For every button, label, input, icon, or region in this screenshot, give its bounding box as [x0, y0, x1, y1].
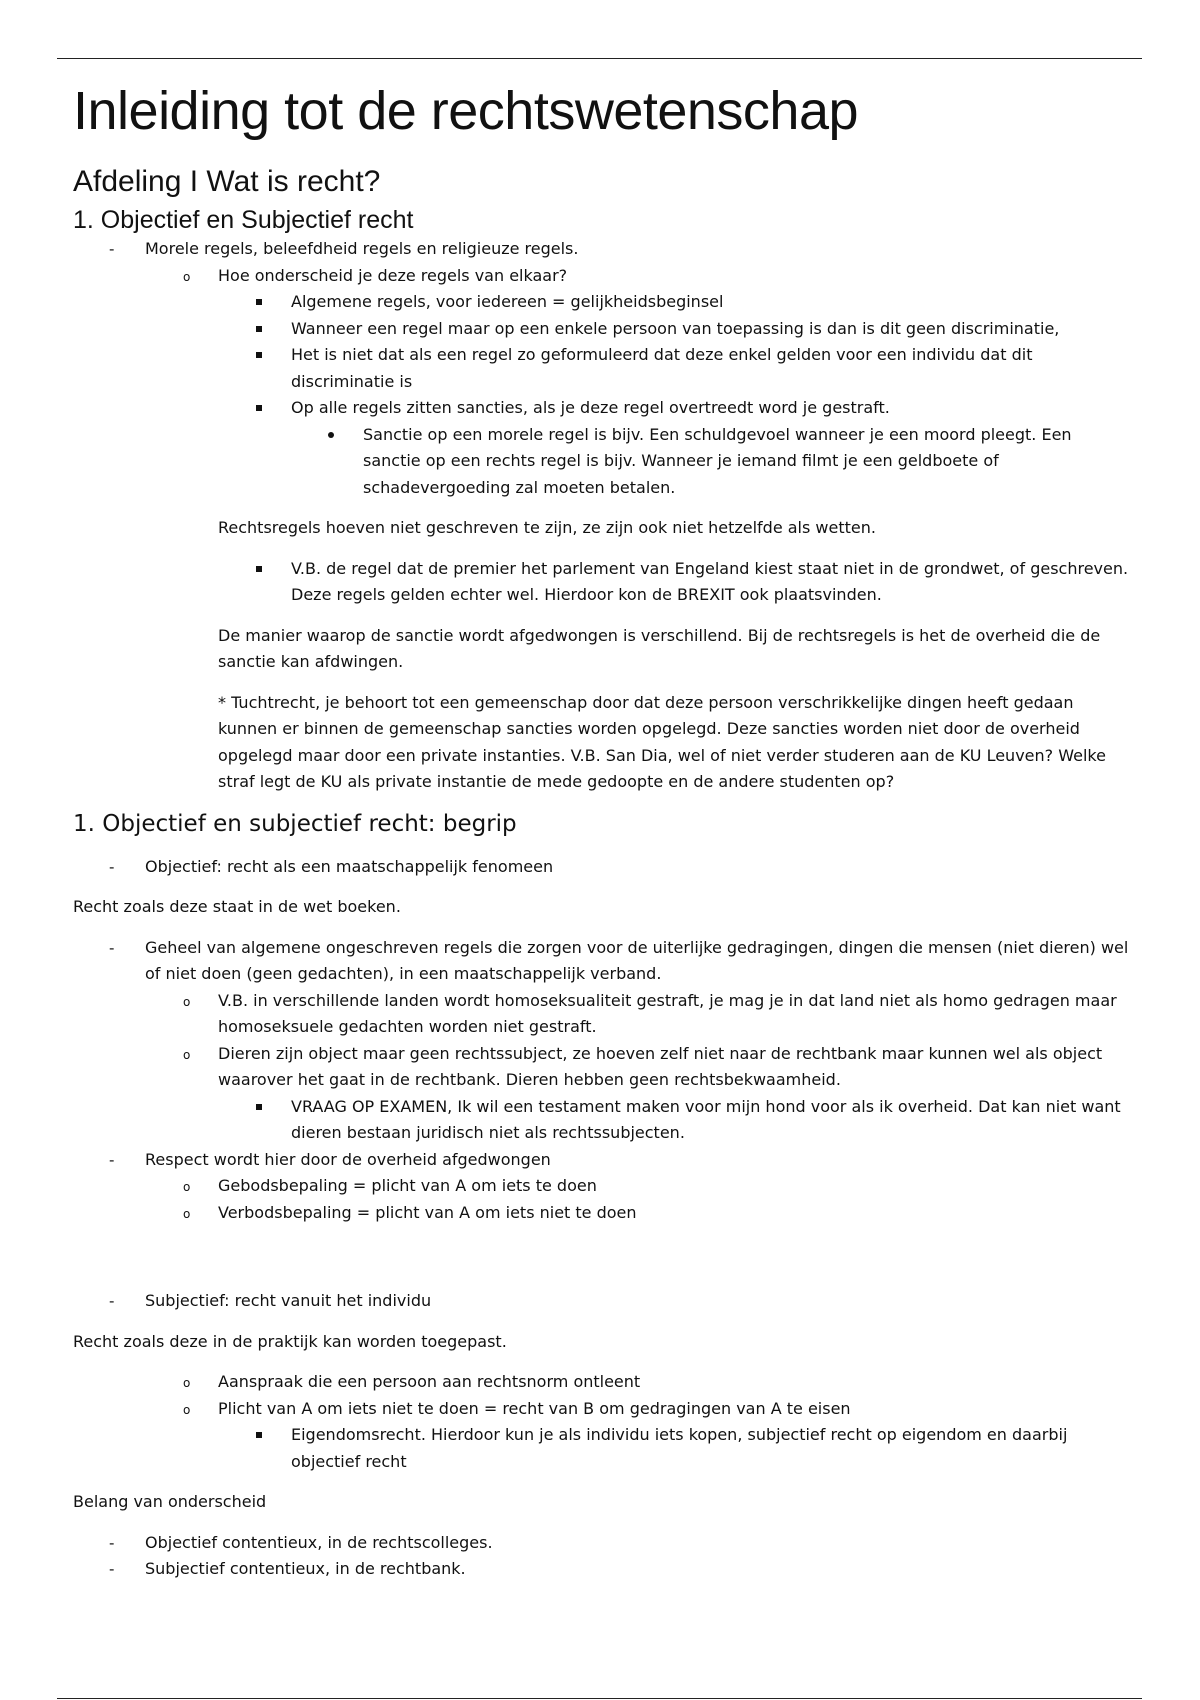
square-bullet-icon [256, 326, 262, 332]
paragraph: * Tuchtrecht, je behoort tot een gemeenschap door dat deze persoon verschrikkelijke dingen heeft gedaan kunnen er binnen de gemeenschap sancties worden opgelegd. Deze sancties worden niet door de overheid opgelegd maar door een private instanties. V.B. San Dia, wel of niet verder studeren aan de KU Leuven? Welke straf legt de KU als private instantie de mede gedoopte en de andere studenten op? [218, 692, 1106, 791]
square-bullet-icon [256, 352, 262, 358]
square-bullet-icon [256, 1104, 262, 1110]
paragraph: Recht zoals deze staat in de wet boeken. [73, 897, 401, 916]
heading-objectief-subjectief: 1. Objectief en Subjectief recht [73, 206, 414, 234]
list-item: V.B. de regel dat de premier het parlement van Engeland kiest staat niet in de grondwet, of geschreven. Deze regels gelden echter wel. Hierdoor kon de BREXIT ook plaatsvinden. [73, 556, 1133, 609]
list-item: o Aanspraak die een persoon aan rechtsnorm ontleent [73, 1369, 1133, 1396]
list-item: o Verbodsbepaling = plicht van A om iets niet te doen [73, 1200, 1133, 1227]
paragraph: Belang van onderscheid [73, 1492, 267, 1511]
list-item: o Gebodsbepaling = plicht van A om iets te doen [73, 1173, 1133, 1200]
heading-begrip: 1. Objectief en subjectief recht: begrip [73, 810, 517, 837]
circle-bullet: o [183, 269, 191, 284]
list-item: - Geheel van algemene ongeschreven regels die zorgen voor de uiterlijke gedragingen, dingen die mensen (niet dieren) wel of niet doen (geen gedachten), in een maatschappelijk verband. [73, 935, 1133, 988]
list-item: VRAAG OP EXAMEN, Ik wil een testament maken voor mijn hond voor als ik overheid. Dat kan niet want dieren bestaan juridisch niet als rechtssubjecten. [73, 1094, 1133, 1147]
paragraph: Rechtsregels hoeven niet geschreven te zijn, ze zijn ook niet hetzelfde als wetten. [218, 518, 876, 537]
square-bullet-icon [256, 299, 262, 305]
list-item: Algemene regels, voor iedereen = gelijkheidsbeginsel [73, 289, 1133, 316]
list-item: - Respect wordt hier door de overheid afgedwongen [73, 1147, 1133, 1174]
list-item: - Objectief contentieux, in de rechtscolleges. [73, 1530, 1133, 1557]
dash-bullet: - [109, 857, 115, 876]
dash-bullet: - [109, 1533, 115, 1552]
dash-bullet: - [109, 1560, 115, 1578]
paragraph: Recht zoals deze in de praktijk kan worden toegepast. [73, 1331, 507, 1351]
list-item: Eigendomsrecht. Hierdoor kun je als individu iets kopen, subjectief recht op eigendom en daarbij objectief recht [73, 1422, 1133, 1475]
section-title: Afdeling I Wat is recht? [73, 165, 381, 198]
paragraph: De manier waarop de sanctie wordt afgedwongen is verschillend. Bij de rechtsregels is het de overheid die de sanctie kan afdwingen. [218, 625, 1101, 671]
circle-bullet: o [183, 1376, 191, 1390]
list-item: o Dieren zijn object maar geen rechtssubject, ze hoeven zelf niet naar de rechtbank maar kunnen wel als object waarover het gaat in de rechtbank. Dieren hebben geen rechtsbekwaamheid. [183, 1043, 1103, 1089]
circle-bullet: o [183, 1047, 191, 1062]
list-item: Het is niet dat als een regel zo geformuleerd dat deze enkel gelden voor een individu dat dit discriminatie is [73, 342, 1133, 395]
list-item: Sanctie op een morele regel is bijv. Een schuldgevoel wanneer je een moord pleegt. Een sanctie op een rechts regel is bijv. Wanneer je iemand filmt je een geldboete of schadevergoeding zal moeten betalen. [73, 422, 1133, 502]
square-bullet-icon [256, 566, 262, 572]
list-item: - Subjectief contentieux, in de rechtbank. [73, 1556, 1133, 1583]
document-page [73, 70, 1133, 1583]
list-item: o Plicht van A om iets niet te doen = recht van B om gedragingen van A te eisen [73, 1396, 1133, 1423]
bottom-rule [57, 1698, 1142, 1699]
list-item: - Subjectief: recht vanuit het individu [73, 1288, 1133, 1315]
dot-bullet-icon [328, 432, 334, 438]
dash-bullet: - [109, 1292, 115, 1310]
circle-bullet: o [183, 1206, 191, 1221]
list-item: o Hoe onderscheid je deze regels van elkaar? [73, 263, 1133, 290]
circle-bullet: o [183, 994, 191, 1009]
dash-bullet: - [109, 938, 115, 957]
list-item: o V.B. in verschillende landen wordt homoseksualiteit gestraft, je mag je in dat land niet als homo gedragen maar homoseksuele gedachten worden niet gestraft. [183, 990, 1117, 1036]
square-bullet-icon [256, 405, 262, 411]
top-rule [57, 58, 1142, 59]
circle-bullet: o [183, 1402, 191, 1417]
dash-bullet: - [109, 240, 115, 258]
dash-bullet: - [109, 1150, 115, 1169]
document-title: Inleiding tot de rechtswetenschap [73, 81, 859, 141]
list-item: - Morele regels, beleefdheid regels en religieuze regels. [73, 236, 1133, 263]
list-item: Wanneer een regel maar op een enkele persoon van toepassing is dan is dit geen discriminatie, [73, 316, 1133, 343]
circle-bullet: o [183, 1180, 191, 1194]
list-item: - Objectief: recht als een maatschappelijk fenomeen [73, 854, 1133, 881]
square-bullet-icon [256, 1432, 262, 1438]
list-item: Op alle regels zitten sancties, als je deze regel overtreedt word je gestraft. [73, 395, 1133, 422]
